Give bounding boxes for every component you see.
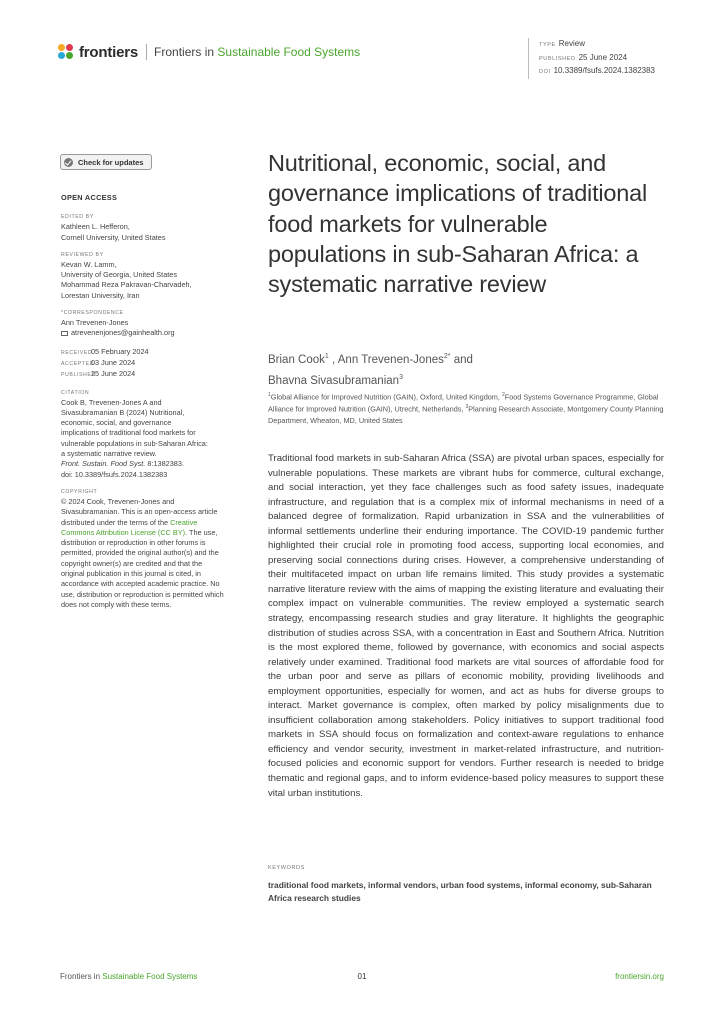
author-link[interactable]: Bhavna Sivasubramanian	[268, 374, 400, 387]
article-title: Nutritional, economic, social, and governance implications of traditional food markets for vulnerable populations in sub-Saharan Africa: a systematic narrative review	[268, 150, 648, 298]
correspondence: *CORRESPONDENCE Ann Trevenen-Jones atrevenenjones@gainhealth.org	[61, 310, 175, 338]
footer-journal: Frontiers in Sustainable Food Systems	[60, 972, 198, 981]
author-link[interactable]: Brian Cook	[268, 353, 325, 366]
sidebar	[61, 193, 237, 618]
brand-name: frontiers	[79, 43, 139, 61]
copyright: COPYRIGHT © 2024 Cook, Trevenen-Jones and Sivasubramanian. This is an open-access article distributed under the terms of the Creative Commons Attribution License (CC BY). The use, distribution or reproduction in other forums is permitted, provided the original author(s) and the copyright owner(s) are credited and that the original publication in this journal is cited, in accordance with accepted academic practice. No use, distribution or reproduction is permitted which does not comply with these terms.	[61, 488, 224, 609]
open-access-label: OPEN ACCESS	[61, 193, 118, 202]
check-updates-icon	[64, 158, 73, 167]
logo-divider	[146, 44, 147, 60]
author-link[interactable]: Ann Trevenen-Jones	[337, 353, 444, 366]
check-for-updates-button[interactable]: Check for updates	[60, 154, 152, 170]
frontiers-logo[interactable]	[58, 40, 360, 64]
dates: RECEIVED05 February 2024 ACCEPTED03 June 2024 PUBLISHED25 June 2024	[61, 346, 149, 379]
article-meta: TYPE Review PUBLISHED 25 June 2024 DOI 10.3389/fsufs.2024.1382383	[528, 38, 655, 79]
author-list: Brian Cook$^1$ , Ann Trevenen-Jones$^{2*}$ and Bhavna Sivasubramanian$^3$	[268, 353, 473, 387]
citation-doi[interactable]: doi: 10.3389/fsufs.2024.1382383	[61, 469, 168, 479]
keywords-label: KEYWORDS	[268, 865, 305, 871]
cc-by-license-link[interactable]: Creative Commons Attribution License (CC BY)	[61, 517, 198, 537]
email-icon	[61, 331, 68, 336]
abstract: Traditional food markets in sub-Saharan Africa (SSA) are pivotal urban spaces, especially for vulnerable populations. These markets are vibrant hubs for commerce, cultural exchange, and social interaction, yet they face challenges such as food safety issues, inadequate infrastructure, and regulation that is a complex mix of informal mechanisms in need of a balanced degree of formalization. Rapid urbanization in SSA and the vulnerabilities of informal settlements underline their enduring importance. The COVID-19 pandemic further highlighted their crucial role in promoting food access, supporting local economies, and preserving social connections during crises. However, a comprehensive understanding of their multifaceted impact on urban life remains limited. This study provides a systematic narrative literature review with the aims of mapping the existing literature and evaluating their complex impact on vulnerable communities. The review employed a systematic search strategy, encompassing research studies and gray literature. It highlights the geographic distribution of studies across SSA, with a concentration in East and Southern Africa. Nutrition is the most explored theme, followed by governance, with economics and social aspects relatively under examined. Traditional food markets are vital sources of affordable food for the urban poor and serve as pillars of economic mobility, providing livelihoods and employment opportunities, especially for women, and act as hubs for diverse groups to interact. Market governance is complex, often marked by policy misalignments due to insufficient collaboration among stakeholders. Policy initiatives to support traditional food markets in SSA should focus on formalization and context-aware regulations to enhance efficiency and vendor security, investment in market-related infrastructure, and nutrition-focused policies and economic support for vendors. Further research is needed to bridge thematic and regional gaps, and to inform evidence-based policy measures to support these vital urban institutions.	[268, 453, 664, 799]
correspondence-email[interactable]: atrevenenjones@gainhealth.org	[71, 328, 175, 338]
published-date: 25 June 2024	[578, 52, 628, 62]
footer-site-link[interactable]: frontiersin.org	[615, 972, 664, 981]
frontiers-logo-icon	[58, 44, 74, 60]
affiliations: $^1$Global Alliance for Improved Nutrition (GAIN), Oxford, United Kingdom, $^2$Food Systems Governance Programme, Global Alliance for Improved Nutrition (GAIN), Utrecht, Netherlands, $^3$Planning Research Associate, Montgomery County Planning Department, Wheaton, MD, United States	[268, 392, 664, 425]
edited-by: EDITED BY Kathleen L. Hefferon, Cornell University, United States	[61, 214, 166, 242]
page-number: 01	[357, 972, 367, 981]
keywords: traditional food markets, informal vendors, urban food systems, informal economy, sub-Saharan Africa research studies	[268, 880, 652, 903]
reviewed-by: REVIEWED BY Kevan W. Lamm, University of Georgia, United States Mohammad Reza Pakravan-Charvadeh, Lorestan University, Iran	[61, 251, 192, 300]
journal-name: Frontiers in Sustainable Food Systems	[154, 45, 361, 59]
article-type: Review	[558, 39, 585, 48]
citation: CITATION Cook B, Trevenen-Jones A and Sivasubramanian B (2024) Nutritional, economic, social, and governance implications of traditional food markets for vulnerable populations in sub-Saharan Africa: a systematic narrative review. Front. Sustain. Food Syst. 8:1382383. doi: 10.3389/fsufs.2024.1382383	[61, 389, 237, 480]
doi: 10.3389/fsufs.2024.1382383	[553, 66, 655, 75]
